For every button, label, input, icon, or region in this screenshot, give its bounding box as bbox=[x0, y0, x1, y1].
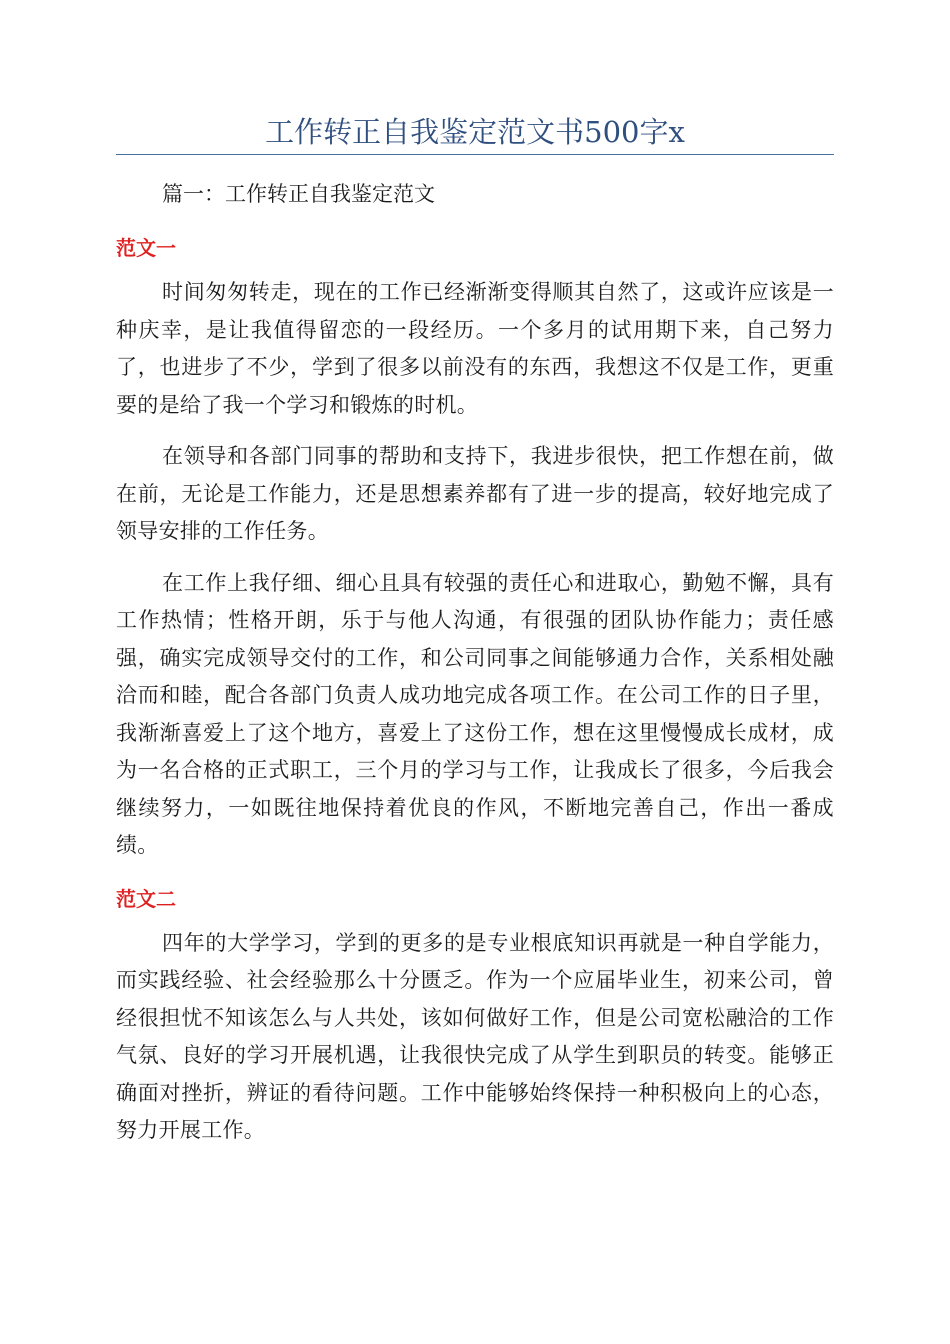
paragraph: 在领导和各部门同事的帮助和支持下，我进步很快，把工作想在前，做在前，无论是工作能力，还是思想素养都有了进一步的提高，较好地完成了领导安排的工作任务。 bbox=[116, 444, 834, 543]
section-heading-1: 范文一 bbox=[116, 236, 176, 260]
paragraph: 时间匆匆转走，现在的工作已经渐渐变得顺其自然了，这或许应该是一种庆幸，是让我值得留恋的一段经历。一个多月的试用期下来，自己努力了，也进步了不少，学到了很多以前没有的东西，我想这不仅是工作，更重要的是给了我一个学习和锻炼的时机。 bbox=[116, 280, 834, 417]
section-heading-2: 范文二 bbox=[116, 886, 176, 911]
document-subtitle: 篇一：工作转正自我鉴定范文 bbox=[162, 182, 435, 206]
paragraph: 四年的大学学习，学到的更多的是专业根底知识再就是一种自学能力，而实践经验、社会经验那么十分匮乏。作为一个应届毕业生，初来公司，曾经很担忧不知该怎么与人共处，该如何做好工作，但是公司宽松融洽的工作气氛、良好的学习开展机遇，让我很快完成了从学生到职员的转变。能够正确面对挫折，辨证的看待问题。工作中能够始终保持一种积极向上的心态，努力开展工作。 bbox=[116, 930, 834, 1142]
title-underline bbox=[116, 154, 834, 155]
document-body bbox=[116, 174, 834, 1164]
document-title: 工作转正自我鉴定范文书500字x bbox=[265, 115, 685, 149]
paragraph: 在工作上我仔细、细心且具有较强的责任心和进取心，勤勉不懈，具有工作热情；性格开朗，乐于与他人沟通，有很强的团队协作能力；责任感强，确实完成领导交付的工作，和公司同事之间能够通力合作，关系相处融洽而和睦，配合各部门负责人成功地完成各项工作。在公司工作的日子里，我渐渐喜爱上了这个地方，喜爱上了这份工作，想在这里慢慢成长成材，成为一名合格的正式职工，三个月的学习与工作，让我成长了很多，今后我会继续努力，一如既往地保持着优良的作风，不断地完善自己，作出一番成绩。 bbox=[116, 570, 834, 857]
